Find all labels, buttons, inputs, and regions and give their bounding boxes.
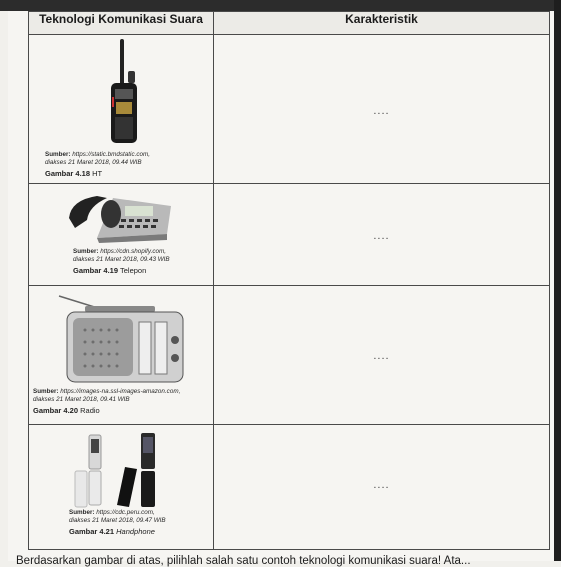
right-edge-strip [554,0,561,561]
figure-label: Gambar 4.19 [73,266,119,275]
figure-label: Gambar 4.21 [69,527,115,536]
figure-name: Telepon [119,266,147,275]
source-url: https://images-na.ssl-images-amazon.com, [60,388,181,395]
answer-placeholder: .... [373,230,390,242]
answer-placeholder: .... [373,105,390,117]
table-row [29,35,550,184]
figure-name: HT [92,169,103,178]
source-url: https://cdc.peru.com, [96,509,155,516]
book-page [8,11,554,567]
source-label: Sumber: [69,509,95,516]
answer-cell[interactable] [214,425,550,550]
device-characteristics-table [28,11,550,550]
device-cell [29,425,214,550]
walkie-talkie-icon [107,39,141,145]
source-url: https://cdn.shopify.com, [100,248,166,255]
figure-name: Handphone [116,527,155,536]
figure-caption [73,248,213,275]
top-bar [0,0,561,11]
accessed-date: diakses 21 Maret 2018, 09.43 WIB [73,256,170,263]
accessed-date: diakses 21 Maret 2018, 09.41 WIB [33,396,130,403]
figure-caption [45,151,210,178]
header-technology: Teknologi Komunikasi Suara [29,12,214,35]
source-label: Sumber: [33,388,59,395]
desk-telephone-icon [67,188,175,244]
table-row [29,184,550,286]
source-label: Sumber: [73,248,99,255]
device-cell [29,35,214,184]
answer-cell[interactable] [214,286,550,425]
device-cell [29,286,214,425]
source-label: Sumber: [45,151,71,158]
accessed-date: diakses 21 Maret 2018, 09.44 WIB [45,159,142,166]
answer-placeholder: .... [373,479,390,491]
accessed-date: diakses 21 Maret 2018, 09.47 WIB [69,517,166,524]
figure-label: Gambar 4.18 [45,169,91,178]
answer-cell[interactable] [214,184,550,286]
table-row [29,286,550,425]
radio-icon [55,292,187,384]
answer-placeholder: .... [373,350,390,362]
figure-label: Gambar 4.20 [33,406,79,415]
table-header-row [29,12,550,35]
figure-name: Radio [80,406,100,415]
header-characteristics: Karakteristik [214,12,550,35]
instruction-text: Berdasarkan gambar di atas, pilihlah salah satu contoh teknologi komunikasi suara! Ata... [16,555,471,567]
table-row [29,425,550,550]
figure-caption [33,388,213,415]
device-cell [29,184,214,286]
figure-caption [69,509,214,536]
flip-phones-icon [69,431,169,509]
source-url: https://static.bmdstatic.com, [72,151,150,158]
answer-cell[interactable] [214,35,550,184]
